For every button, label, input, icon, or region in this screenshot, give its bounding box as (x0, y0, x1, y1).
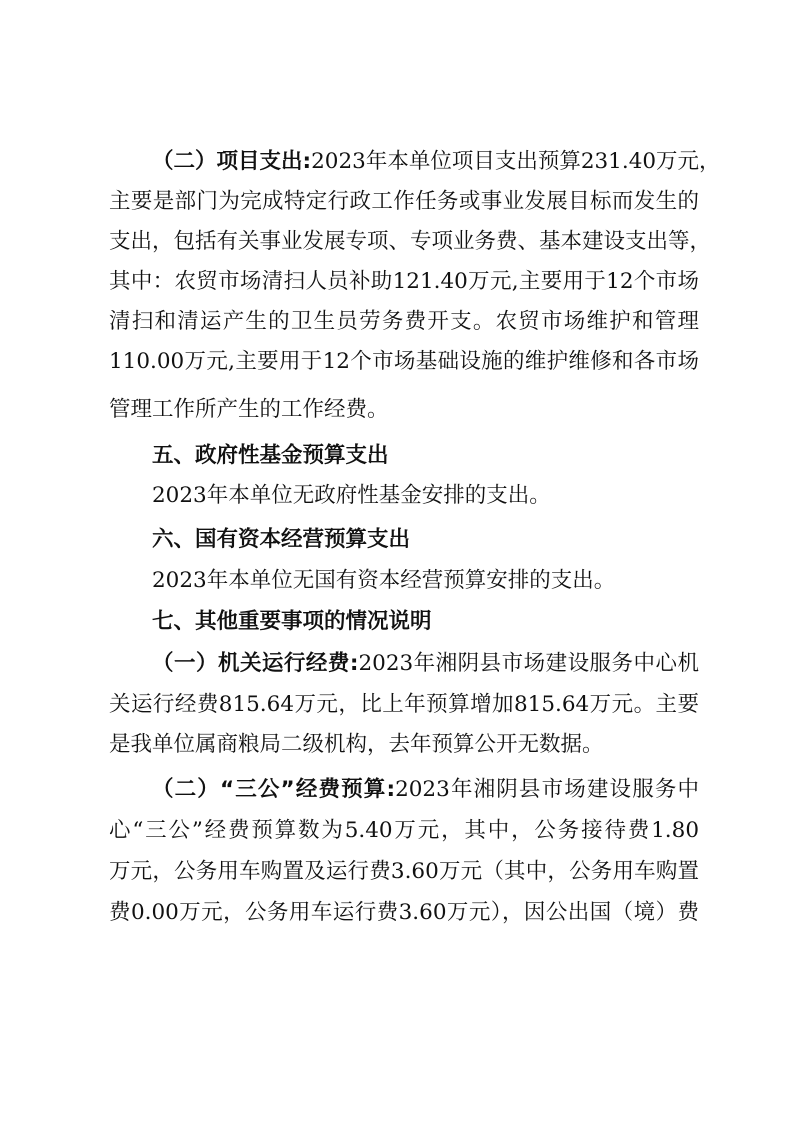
section-5-text: 2023年本单位无政府性基金安排的支出。 (152, 483, 551, 508)
p71-label: （一）机关运行经费: (152, 651, 359, 676)
p71-text-1: 2023年湘阴县市场建设服务中心机 (358, 651, 699, 676)
p71-line-1 (152, 644, 699, 684)
sec2-label: （二）项目支出: (152, 149, 312, 174)
p72-line-2: 心“三公”经费预算数为5.40万元，其中，公务接待费1.80 (109, 818, 699, 843)
p71-line-2: 关运行经费815.64万元，比上年预算增加815.64万元。主要 (109, 692, 699, 717)
p72-line-1 (152, 770, 699, 810)
heading-5: 五、政府性基金预算支出 (152, 443, 389, 468)
sec2-line-2: 主要是部门为完成特定行政工作任务或事业发展目标而发生的 (109, 189, 699, 214)
sec2-line-5: 清扫和清运产生的卫生员劳务费开支。农贸市场维护和管理 (109, 309, 699, 334)
p72-line-3: 万元，公务用车购置及运行费3.60万元（其中，公务用车购置 (109, 859, 699, 884)
section-6-text: 2023年本单位无国有资本经营预算安排的支出。 (152, 568, 616, 593)
p72-text-1: 2023年湘阴县市场建设服务中 (395, 777, 699, 802)
heading-7: 七、其他重要事项的情况说明 (152, 609, 432, 634)
sec2-line-7: 管理工作所产生的工作经费。 (109, 397, 389, 422)
p71-line-3: 是我单位属商粮局二级机构，去年预算公开无数据。 (109, 732, 604, 757)
sec2-text-1: 2023年本单位项目支出预算231.40万元， (311, 149, 721, 174)
sec2-line-3: 支出，包括有关事业发展专项、专项业务费、基本建设支出等， (109, 229, 712, 254)
sec2-line-4: 其中：农贸市场清扫人员补助121.40万元,主要用于12个市场 (109, 269, 699, 294)
sec2-line-1 (152, 142, 721, 182)
p72-label: （二）“三公”经费预算: (152, 777, 396, 802)
heading-6: 六、国有资本经营预算支出 (152, 527, 411, 552)
p72-line-4: 费0.00万元，公务用车运行费3.60万元），因公出国（境）费 (109, 900, 699, 925)
sec2-line-6: 110.00万元,主要用于12个市场基础设施的维护维修和各市场 (109, 349, 699, 374)
